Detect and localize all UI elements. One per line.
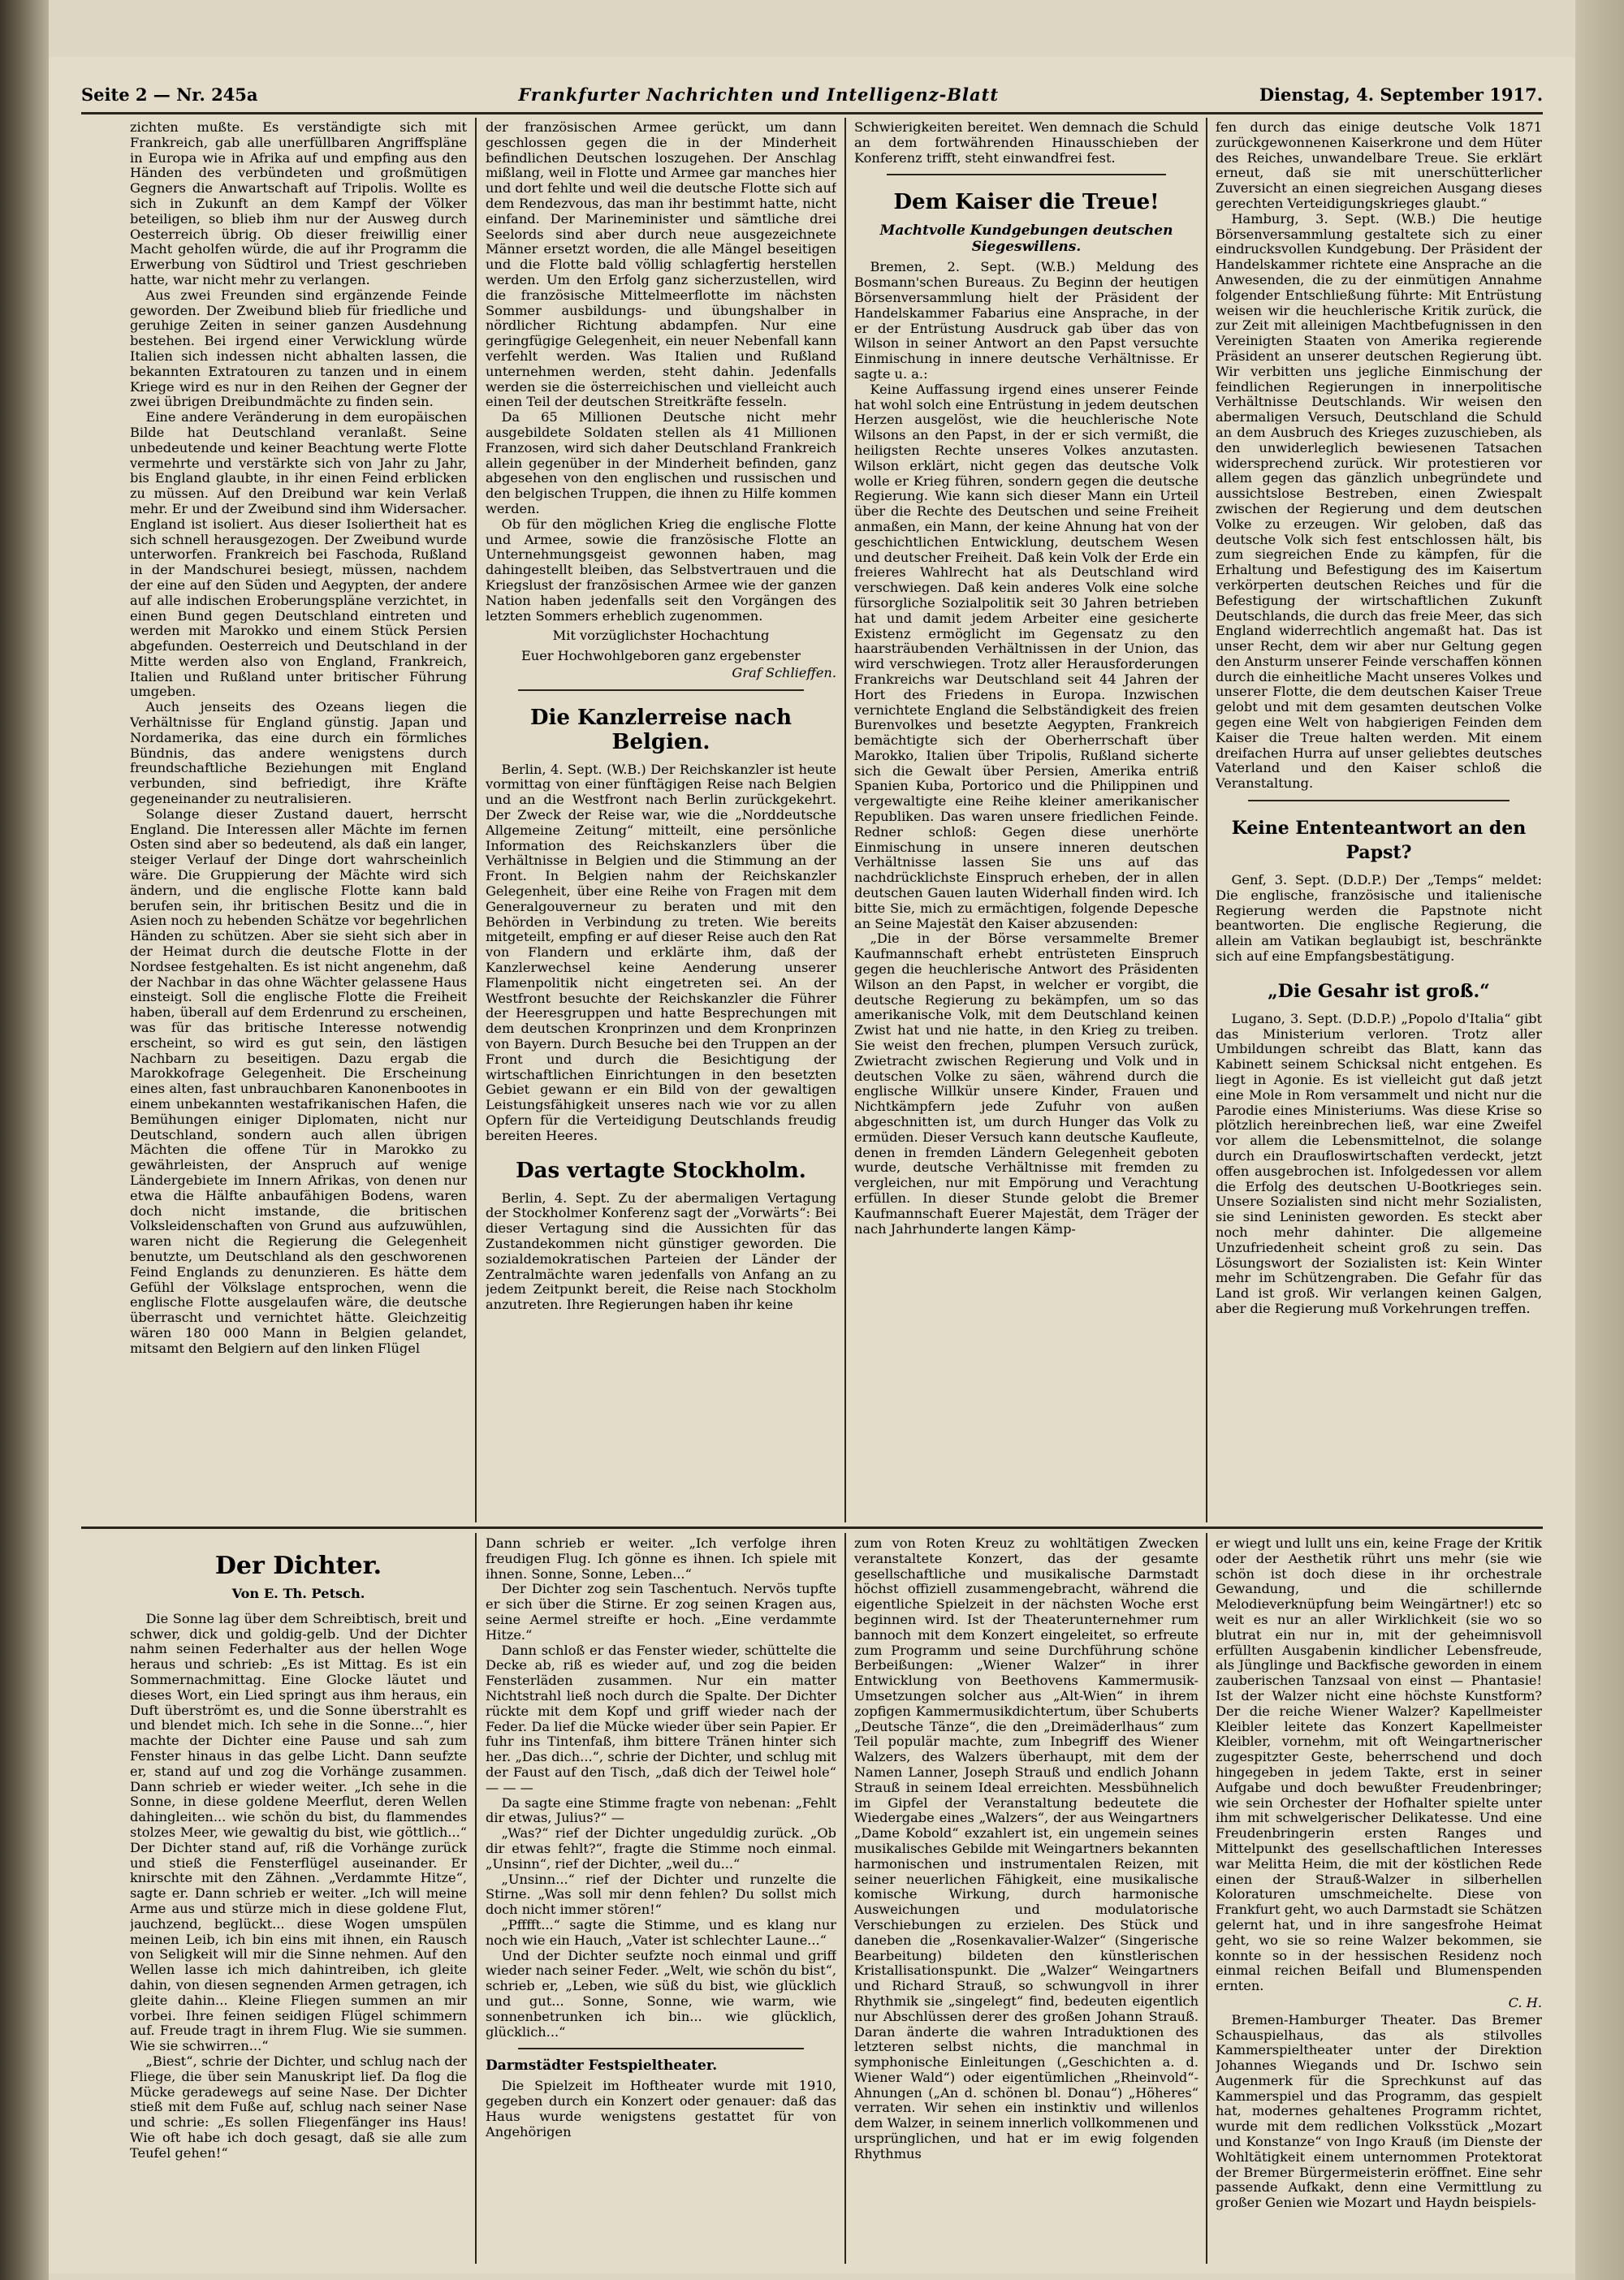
paragraph: Genf, 3. Sept. (D.D.P.) Der „Temps“ meldet: Die englische, französische und italienische Regierung werden die Papstnote nicht beantworten. Die englische Regierung, die allein am Vatikan beglaubigt ist, beschränkte sich auf eine Empfangsbestätigung. [1216,872,1542,965]
book-spine [0,0,49,2280]
feuilleton-byline: Von E. Th. Petsch. [231,1586,365,1601]
article-heading: Die Kanzlerreise nach Belgien. [529,705,793,754]
column-1 [130,120,467,1521]
paragraph: Eine andere Veränderung in dem europäischen Bilde hat Deutschland veranlaßt. Seine unbedeutende und keiner Beachtung werte Flotte vermehrte und verstärkte sich von Jahr zu Jahr, bis England glaubte, in ihr einen Feind erblicken zu müssen. Auf den Dreibund war kein Verlaß mehr. Er und der Zweibund sind ihm Widersacher. England ist isoliert. Aus dieser Isoliertheit hat es sich schnell herausgezogen. Der Zweibund wurde unterworfen. Frankreich bei Faschoda, Rußland in der Mandschurei besiegt, müssen, nachdem der eine auf den Süden und Aegypten, der andere auf alle indischen Eroberungspläne verzichtet, in einen Bund gegen Deutschland eintreten und werden mit Marokko und einem Stück Persien abgefunden. Oesterreich und Deutschland in der Mitte werden also von England, Frankreich, Italien und Rußland unter britischer Führung umgeben. [130,409,467,700]
page-number: Seite 2 — Nr. 245a [81,84,258,105]
column-3 [854,120,1199,1521]
paragraph: Berlin, 4. Sept. Zu der abermaligen Vertagung der Stockholmer Konferenz sagt der „Vorwärts“: Bei dieser Vertagung sind die Aussichten für das Zustandekommen nicht günstiger geworden. Die sozialdemokratischen Parteien der Länder der Zentralmächte waren jedenfalls von Anfang an zu jedem Zeitpunkt bereit, die Reise nach Stockholm anzutreten. Ihre Regierungen haben ihr keine [486,1190,836,1313]
paragraph: Hamburg, 3. Sept. (W.B.) Die heutige Börsenversammlung gestaltete sich zu einer eindrucksvollen Kundgebung. Der Präsident der Handelskammer richtete eine Ansprache an die Anwesenden, die zu der einmütigen Annahme folgender Entschließung führte: Mit Entrüstung weisen wir die heuchlerische Kritik zurück, die zur Zeit mit alleinigen Machtbefugnissen in den Vereinigten Staaten von Amerika regierende Präsident an unserer deutschen Regierung übt. Wir verbitten uns jegliche Einmischung der feindlichen Regierungen in innerpolitische Verhältnisse Deutschlands. Wir weisen den abermaligen Versuch, Deutschland die Schuld an dem Ausbruch des Krieges zuzuschieben, als den unwiderleglich bewiesenen Tatsachen widersprechend zurück. Wir protestieren vor allem gegen das gänzlich unbegründete und aussichtslose Bestreben, einen Zwiespalt zwischen der Regierung und dem deutschen Volke zu erzeugen. Wir geloben, daß das deutsche Volk sich fest entschlossen hält, bis zum siegreichen Ende zu kämpfen, für die Erhaltung und Befestigung des im Kaisertum verkörperten deutschen Reiches und für die Befestigung der wirtschaftlichen Zukunft Deutschlands, die durch das freie Meer, das sich England widerrechtlich angemaßt hat. Das ist unser Recht, dem wir aber nur Geltung gegen den Ansturm unserer Feinde verschaffen können durch die einheitliche Macht unseres Volkes und unserer Flotte, die dem deutschen Kaiser Treue gelobt und mit dem gesamten deutschen Volke gegen eine Welt von habgierigen Feinden dem Kaiser die Treue halten werden. Mit einem dreifachen Hurra auf unser geliebtes deutsches Vaterland und den Kaiser schloß die Veranstaltung. [1216,210,1542,792]
article-heading: Keine Ententeantwort an den Papst? [1231,818,1527,864]
paragraph: Dann schrieb er weiter. „Ich verfolge ihren freudigen Flug. Ich gönne es ihnen. Ich spiele mit ihnen. Sonne, Sonne, Leben...“ [486,1536,836,1582]
feuilleton-column-2 [486,1536,836,2267]
article-heading: Dem Kaiser die Treue! [893,190,1160,215]
paragraph: Lugano, 3. Sept. (D.D.P.) „Popolo d'Italia“ gibt das Ministerium verloren. Trotz aller Umbildungen schreibt das Blatt, kann das Kabinett seinem Schicksal nicht entgehen. Es liegt in Agonie. Es ist vielleicht gut daß jetzt eine Mole in Rom versammelt und nicht nur die Parodie eines Ministeriums. Was diese Krise so plötzlich hereinbrechen ließ, war eine Zweifel vor allem die Lebensmittelnot, die solange durch ein Draufloswirtschaften verdeckt, jetzt offen ausgebrochen ist. Infolgedessen vor allem die Erfolg des deutschen U-Bootkrieges sein. Unsere Sozialisten sind nicht mehr Sozialisten, sie sind Leninisten geworden. Es steckt aber noch mehr dahinter. Die allgemeine Unzufriedenheit scheint groß zu sein. Das Lösungswort der Sozialisten ist: Kein Winter mehr im Schützengraben. Die Gefahr für das Land ist groß. Wir verlangen keinen Galgen, aber die Regierung muß Vorkehrungen treffen. [1216,1010,1542,1316]
closing-line: Mit vorzüglichster Hochachtung [552,628,770,644]
section-rule [518,689,804,691]
page-header [81,78,1543,110]
paragraph: Schwierigkeiten bereitet. Wen demnach die Schuld an dem fortwährenden Hinausschieben der Konferenz trifft, steht einwandfrei fest. [854,120,1199,166]
page-edge [1575,0,1624,2280]
column-divider [1206,1533,1207,2264]
paragraph: „Pfffft...“ sagte die Stimme, und es klang nur noch wie ein Hauch, „Vater ist schlechter Laune...“ [486,1916,836,1948]
paragraph: Der Dichter zog sein Taschentuch. Nervös tupfte er sich über die Stirne. Er zog seinen Kragen aus, seine Aermel streifte er hoch. „Eine verdammte Hitze.“ [486,1581,836,1643]
paragraph: Keine Auffassung irgend eines unserer Feinde hat wohl solch eine Entrüstung in jedem deutschen Herzen ausgelöst, wie die heuchlerische Note Wilsons an den Papst, in der er sich vermißt, die heiligsten Rechte unseres Volkes anzutasten. Wilson erklärt, nicht gegen das deutsche Volk wolle er Krieg führen, sondern gegen die deutsche Regierung. Wie kann sich dieser Mann ein Urteil über die Rechte des Deutschen und seine Freiheit anmaßen, ein Mann, der keine Ahnung hat von der geschichtlichen Entwicklung, deutschem Wesen und deutscher Freiheit. Daß kein Volk der Erde ein freieres Wahlrecht hat als Deutschland wird verschwiegen. Daß kein anderes Volk eine solche fürsorgliche Sozialpolitik seit 30 Jahren betrieben hat und damit jedem Arbeiter eine gesicherte Existenz ermöglicht im Gegensatz zu den haarsträubenden Verhältnissen in der Union, das wird verschwiegen. Trotz aller Herausforderungen Frankreichs war Deutschland seit 44 Jahren der Hort des Friedens in Europa. Inzwischen vernichtete England die Selbständigkeit des freien Burenvolkes und besetzte Aegypten, Frankreich bemächtigte sich der Oberherrschaft über Marokko, Italien über Tripolis, Rußland sicherte sich die Gewalt über Persien, Amerika entriß Spanien Kuba, Portorico und die Philippinen und vergewaltigte eine Reihe kleiner amerikanischer Republiken. Das waren unsere friedlichen Feinde. Redner schloß: Gegen diese unerhörte Einmischung in unsere inneren deutschen Verhältnisse lassen Sie uns auf das nachdrücklichste Einspruch erheben, der in allen deutschen Gauen lauten Widerhall finden wird. Ich bitte Sie, mich zu ermächtigen, folgende Depesche an Seine Majestät den Kaiser abzusenden: [854,381,1199,931]
paragraph: „Was?“ rief der Dichter ungeduldig zurück. „Ob dir etwas fehlt?“, fragte die Stimme noch einmal. „Unsinn“, rief der Dichter, „weil du...“ [486,1825,836,1872]
paragraph: Auch jenseits des Ozeans liegen die Verhältnisse für England günstig. Japan und Nordamerika, das eine durch ein förmliches Bündnis, das andere wenigstens durch freundschaftliche Beziehungen mit England verbunden, sind befriedigt, ihre Kräfte gegeneinander zu neutralisieren. [130,699,467,807]
paragraph: Aus zwei Freunden sind ergänzende Feinde geworden. Der Zweibund blieb für friedliche und geruhige Zeiten in seiner ganzen Ausdehnung bestehen. Bei irgend einer Verwicklung würde Italien sich indessen nicht abhalten lassen, die bekannten Extratouren zu tanzen und in einem Kriege wird es nur in den Reihen der Gegner der zwei übrigen Dreibundmächte zu finden sein. [130,287,467,410]
paragraph: „Die in der Börse versammelte Bremer Kaufmannschaft erhebt entrüsteten Einspruch gegen die heuchlerische Antwort des Präsidenten Wilson an den Papst, in welcher er vorgibt, die deutsche Regierung zu bekämpfen, um so das amerikanische Volk, mit dem Deutschland keinen Zwist hat und nie hatte, in den Krieg zu treiben. Sie weist den frechen, plumpen Versuch zurück, Zwietracht zwischen Regierung und Volk und in deutschen Volke zu säen, während durch die englische Willkür unsere Kinder, Frauen und Nichtkämpfern jede Zufuhr von außen abgeschnitten ist, um durch Hunger das Volk zu ermüden. Dieser Versuch kann deutsche Kaufleute, denen in fremden Ländern Gelegenheit geboten wurde, deutsche Verhältnisse mit fremden zu vergleichen, nur mit Empörung und Verachtung erfüllen. In dieser Stunde gelobt die Bremer Kaufmannschaft Euerer Majestät, dem Träger der nach Jahrhunderte langen Kämp- [854,931,1199,1237]
signature: Graf Schlieffen. [732,664,836,680]
paragraph: Da 65 Millionen Deutsche nicht mehr ausgebildete Soldaten stellen als 41 Millionen Franzosen, wird sich daher Deutschland Frankreich allein gegenüber in der Minderheit befinden, ganz abgesehen von den englischen und russischen und den belgischen Truppen, die ihnen zu Hilfe kommen werden. [486,409,836,516]
feuilleton-title: Der Dichter. [214,1552,382,1580]
feuilleton-column-1 [130,1536,467,2267]
paragraph: Und der Dichter seufzte noch einmal und griff wieder nach seiner Feder. „Welt, wie schön du bist“, schrieb er, „Leben, wie süß du bist, wie glücklich und gut... Sonne, Sonne, wie warm, wie sonnenbetrunken ich bin... wie glücklich, glücklich...“ [486,1947,836,2040]
paragraph: „Unsinn...“ rief der Dichter und runzelte die Stirne. „Was soll mir denn fehlen? Du sollst mich doch nicht immer stören!“ [486,1871,836,1918]
paragraph: er wiegt und lullt uns ein, keine Frage der Kritik oder der Aesthetik rührt uns mehr (sie wie schön ist doch diese in ihr orchestrale Gewandung, und die schillernde Melodieverknüpfung beim Weingärtner!) etc so weit es nur an aller Wirklichkeit (sie wo so blutrat ein nur in, mit der geheimnisvoll erfüllten Ausgabenin kindlicher Lebensfreude, als Jünglinge und Backfische geworden in einem zauberischen Tanzsaal von einst — Phantasie! Ist der Walzer nicht eine höchste Kunstform? Der die reiche Wiener Walzer? Kapellmeister Kleibler leitete das Konzert Kapellmeister Kleibler, vornehm, mit oft Weingartnerischer zugespitzter Geste, beherrschend und doch hingegeben in jedem Takte, erst in seiner Aufgabe und doch bewußter Freudenbringer; wie sein Orchester der Hofhalter spielte unter ihm mit schwelgerischer Delikatesse. Und eine Freudenbringerin ersten Ranges und Mittelpunkt des gesellschaftlichen Interesses war Melitta Heim, die mit der köstlichen Rede einen der Strauß-Walzer in silberhellen Koloraturen umschmeichelte. Diese von Frankfurt geht, wo auch Darmstadt sie Schätzen gelernt hat, und in ihre sangesfrohe Heimat geht, wo sie so reine Walzer bekommen, sie konnte so in der hessischen Residenz noch einmal reichen Beifall und Blumenspenden ernten. [1216,1536,1542,1994]
paragraph: zum von Roten Kreuz zu wohltätigen Zwecken veranstaltete Konzert, das der gesamte gesellschaftliche und musikalische Darmstadt höchst offiziell zusammengebracht, während die eigentliche Spielzeit in der nächsten Woche erst beginnen wird. Ist der Theaterunternehmer rum bannoch mit dem Konzert eingeleitet, so erfreute zum Programm und seine Durchführung schöne Berbeißungen: „Wiener Walzer“ in ihrer Entwicklung von Beethovens Kammermusik-Umsetzungen solcher aus „Alt-Wien“ in ihrem zopfigen Kammermusikdichtertum, über Schuberts „Deutsche Tänze“, die den „Dreimäderlhaus“ zum Teil populär machte, zum Inbegriff des Wiener Walzers, des Walzers überhaupt, mit dem der Namen Lanner, Joseph Strauß und endlich Johann Strauß in seinem Ideal erreichten. Messbühnelich im Gipfel der Veranstaltung bedeutete die Wiedergabe eines „Walzers“, der aus Weingartners „Dame Kobold“ exzahlert ist, ein ungemein seines musikalisches Gebilde mit Weingartners bekannten harmonischen und instrumentalen Reizen, mit seiner neuerlichen Fähigkeit, eine musikalische komische Wirkung, durch harmonische Ausweichungen und modulatorische Verschiebungen zu erzielen. Des Stück und daneben die „Rosenkavalier-Walzer“ (Singerische Bearbeitung) bildeten den künstlerischen Kristallisationspunkt. Die „Walzer“ Weingartners und Richard Strauß, so schwungvoll in ihrer Rhythmik sie „singelegt“ find, bedeuten eigentlich nur Abschlüssen derer des großen Johann Strauß. Daran änderte die wahren Intraduktionen des letzteren selbst nichts, die manchmal in symphonische Einleitungen („Geschichten a. d. Wiener Wald“) oder eigentümlichen „Rheinvold“-Ahnungen („An d. schönen bl. Donau“) „Höheres“ verraten. Wir sehen ein instinktiv und willenlos dem Walzer, in seinem innerlich vollkommenen und ursprünglichen, und hat er im ewig folgenden Rhythmus [854,1536,1199,2161]
paragraph: Dann schloß er das Fenster wieder, schüttelte die Decke ab, riß es wieder auf, und zog die beiden Fensterläden zusammen. Nur ein matter Nichtstrahl ließ noch durch die Spalte. Der Dichter rückte mit dem Kopf und griff wieder nach der Feder. Da lief die Mücke wieder über sein Papier. Er fuhr ins Tintenfaß, ihm bittere Tränen hinter sich her. „Das dich...“, schrie der Dichter, und schlug mit der Faust auf den Tisch, „daß dich der Teiwel hole“ — — — [486,1642,836,1795]
column-divider [1206,118,1207,1522]
section-rule [518,2048,804,2049]
article-heading: Das vertagte Stockholm. [516,1158,806,1183]
article-subheading: Machtvolle Kundgebungen deutschen Siegeswillens. [879,222,1173,256]
paragraph: fen durch das einige deutsche Volk 1871 zurückgewonnenen Kaiserkrone und dem Hüter des Reiches, unwandelbare Treue. Sie erklärt erneut, daß sie mit unerschütterlicher Zuversicht an einen siegreichen Ausgang dieses gerechten Verteidigungskrieges glaubt.“ [1216,120,1542,211]
paragraph: Bremen-Hamburger Theater. Das Bremer Schauspielhaus, das als stilvolles Kammerspieltheater unter der Direktion Johannes Wiegands und Dr. Ischwo sein Augenmerk für die Sprechkunst auf das Kammerspiel und das Programm, das gespielt hat, modernes gehaltenes Programm richtet, wurde mit dem redlichen Volksstück „Mozart und Konstanze“ von Ingo Krauß (im Dienste der Wohltätigkeit einem unternommen Protektorat der Bremer Bürgermeisterin eröffnet. Eine sehr passende Aufkakt, denn eine Vermittlung zu großer Genien wie Mozart und Haydn beispiels- [1216,2011,1542,2211]
feuilleton-rule [81,1526,1543,1529]
header-rule [81,112,1543,114]
column-divider [844,1533,846,2264]
section-rule [887,174,1166,175]
article-heading: „Die Gesahr ist groß.“ [1268,980,1490,1002]
paragraph: Ob für den möglichen Krieg die englische Flotte und Armee, sowie die französische Flotte an Unternehmungsgeist gewonnen haben, mag dahingestellt bleiben, das Selbstvertrauen und die Kriegslust der französischen Armee wie der ganzen Nation haben jedenfalls seit den Vorgängen des letzten Sommers erheblich zugenommen. [486,516,836,624]
closing-line: Euer Hochwohlgeboren ganz ergebenster [520,648,801,664]
column-divider [475,1533,477,2264]
article-subheading: Darmstädter Festspieltheater. [486,2058,718,2075]
paragraph: Die Spielzeit im Hoftheater wurde mit 1910, gegeben durch ein Konzert oder genauer: daß das Haus wurde wenigstens gestattet für von Angehörigen [486,2078,836,2140]
section-rule [1248,800,1510,801]
paragraph: Die Sonne lag über dem Schreibtisch, breit und schwer, dick und goldig-gelb. Und der Dichter nahm seinen Federhalter aus der hellen Woge heraus und schrieb: „Es ist Mittag. Es ist ein Sommernachmittag. Eine Glocke läutet und dieses Wort, ein Lied springt aus ihm heraus, ein Duft überströmt es, und die Sonne überstrahlt es und blendet mich. Ich sehe in die Sonne...“, hier machte der Dichter eine Pause und sah zum Fenster hinaus in das gelbe Licht. Dann seufzte er, stand auf und zog die Vorhänge zusammen. Dann schrieb er wieder weiter. „Ich sehe in die Sonne, in diese goldene Meerflut, deren Wellen dahingleiten... wie schön du bist, du flammendes stolzes Meer, wie gewaltig du bist, wie göttlich...“ Der Dichter stand auf, riß die Vorhänge zurück und stieß die Fensterflügel auseinander. Er knirschte mit den Zähnen. „Verdammte Hitze“, sagte er. Dann schrieb er weiter. „Ich will meine Arme aus und stürze mich in diese goldene Flut, jauchzend, beglückt... diese Wogen umspülen meinen Leib, ich bin eins mit ihnen, ein Rausch von Seligkeit will mir die Sinne nehmen. Auf den Wellen lasse ich mich dahintreiben, ich gleite dahin, von diesen segnenden Armen getragen, ich gleite dahin... Kleine Fliegen summen an mir vorbei. Ihre feinen seidigen Flügel schimmern auf. Freude tragt in ihrem Flug. Wie sie summen. Wie sie schwirren...“ [130,1610,467,2054]
column-2 [486,120,836,1521]
paragraph: Solange dieser Zustand dauert, herrscht England. Die Interessen aller Mächte im fernen Osten sind aber so bedeutend, als daß ein langer, steiger Verlauf der Dinge dort wahrscheinlich wäre. Die Gruppierung der Mächte wird sich ändern, und die englische Flotte kann bald berufen sein, ihr britischen Besitz und die in Asien noch zu hebenden Schätze vor begehrlichen Händen zu schützen. Aber sie sieht sich aber in der Heimat durch die deutsche Flotte in der Nordsee festgehalten. Es ist nicht angenehm, daß der Nachbar in das ohne Wächter gelassene Haus einsteigt. Soll die englische Flotte die Freiheit haben, überall auf dem Erdenrund zu erscheinen, was für das britische Interesse notwendig erscheint, so wird es gut sein, den lästigen Nachbarn zu beseitigen. Dazu ergab die Marokkofrage Gelegenheit. Die Erscheinung eines alten, fast unbrauchbaren Kanonenbootes in einem unbekannten westafrikanischen Hafen, die Bemühungen einiger Diplomaten, nicht nur Deutschland, sondern auch allen übrigen Mächten die offene Tür in Marokko zu gewährleisten, der Anspruch auf wenige Ländergebiete im Innern Afrikas, von denen nur etwa die Hälfte anbaufähigen Bodens, waren doch nicht imstande, die britischen Volksleidenschaften von Grund aus aufzuwühlen, waren nicht die Regierung die Gelegenheit benutzte, um Deutschland als den geschworenen Feind Englands zu denunzieren. Es hätte dem Gefühl der Völkslage entsprochen, wenn die englische Flotte ausgelaufen wäre, die deutsche überrascht und vernichtet hätte. Gleichzeitig wären 180 000 Mann in Belgien gelandet, mitsamt den Belgiern auf den linken Flügel [130,805,467,1356]
paragraph: Bremen, 2. Sept. (W.B.) Meldung des Bosmann'schen Bureaus. Zu Beginn der heutigen Börsenversammlung hielt der Präsident der Handelskammer Fabarius eine Ansprache, in der er der Entrüstung Ausdruck gab über das von Wilson in seiner Antwort an den Papst versuchte Einmischung in innere deutsche Verhältnisse. Er sagte u. a.: [854,259,1199,382]
column-4 [1216,120,1542,1521]
column-divider [844,118,846,1522]
feuilleton-column-4 [1216,1536,1542,2267]
feuilleton-column-3 [854,1536,1199,2267]
paragraph: Berlin, 4. Sept. (W.B.) Der Reichskanzler ist heute vormittag von einer fünftägigen Reise nach Belgien und an die Westfront nach Berlin zurückgekehrt. Der Zweck der Reise war, wie die „Norddeutsche Allgemeine Zeitung“ mitteilt, eine persönliche Information des Reichskanzlers über die Verhältnisse in Belgien und die Stimmung an der Front. In Belgien nahm der Reichskanzler Gelegenheit, über eine Reihe von Fragen mit dem Generalgouverneur zu beraten und mit den Behörden in Verbindung zu treten. Wie bereits mitgeteilt, empfing er auf dieser Reise auch den Rat von Flandern und erklärte ihm, daß der Kanzlerwechsel keine Aenderung unserer Flamenpolitik nicht eingetreten sei. An der Westfront besuchte der Reichskanzler die Führer der Heeresgruppen und hatte Besprechungen mit dem deutschen Kronprinzen und dem Kronprinzen von Bayern. Durch Besuche bei den Truppen an der Front und durch die Besichtigung der wirtschaftlichen Einrichtungen in den besetzten Gebiet gewann er ein Bild von der gewaltigen Leistungsfähigkeit unseres nach wie vor zu allen Opfern für die Verteidigung Deutschlands freudig bereiten Heeres. [486,761,836,1143]
newspaper-title: Frankfurter Nachrichten und Intelligenz-Blatt [518,84,1000,105]
paragraph: der französischen Armee gerückt, um dann geschlossen gegen die in der Minderheit befindlichen Deutschen loszugehen. Der Anschlag mißlang, weil in Flotte und Armee gar manches hier und dort fehlte und weil die deutsche Flotte sich auf dem Rendezvous, das man ihr bestimmt hatte, nicht einfand. Der Marineminister und sämtliche drei Seelords sind aber durch neue ausgezeichnete Männer ersetzt worden, die alle Mängel beseitigen und die Flotte bald völlig schlagfertig herstellen werden. Um den Erfolg ganz sicherzustellen, wird die französische Mittelmeerflotte im nächsten Sommer ausbildungs- und übungshalber in nördlicher Richtung abdampfen. Nur eine geringfügige Gelegenheit, ein neuer Nebenfall kann verfehlt werden. Was Italien und Rußland unternehmen werden, steht dahin. Jedenfalls werden sie die österreichischen und vielleicht auch einen Teil der deutschen Streitkräfte fesseln. [486,120,836,410]
issue-date: Dienstag, 4. September 1917. [1259,84,1543,105]
paragraph: zichten mußte. Es verständigte sich mit Frankreich, gab alle unerfüllbaren Angriffspläne in Europa wie in Afrika auf und empfing aus den Händen des verbündeten und großmütigen Gegners die Anwartschaft auf Tripolis. Wollte es sich in Zukunft an dem Kampf der Völker beteiligen, so blieb ihm nur der Ausweg durch Oesterreich übrig. Ob dieser freiwillig einer Macht geholfen würde, die auf ihr Programm die Erwerbung von Südtirol und Triest geschrieben hatte, war nicht mehr zu verlangen. [130,120,467,287]
paragraph: „Biest“, schrie der Dichter, und schlug nach der Fliege, die über sein Manuskript lief. Da flog die Mücke geradewegs auf seine Nase. Der Dichter stieß mit dem Fuße auf, schlug nach seiner Nase und schrie: „Es sollen Fliegenfänger ins Haus! Wie oft habe ich doch gesagt, daß sie alle zum Teufel gehen!“ [130,2053,467,2161]
paragraph: Da sagte eine Stimme fragte von nebenan: „Fehlt dir etwas, Julius?“ — [486,1794,836,1826]
column-divider [475,118,477,1522]
author-initials: C. H. [1508,1994,1542,2010]
